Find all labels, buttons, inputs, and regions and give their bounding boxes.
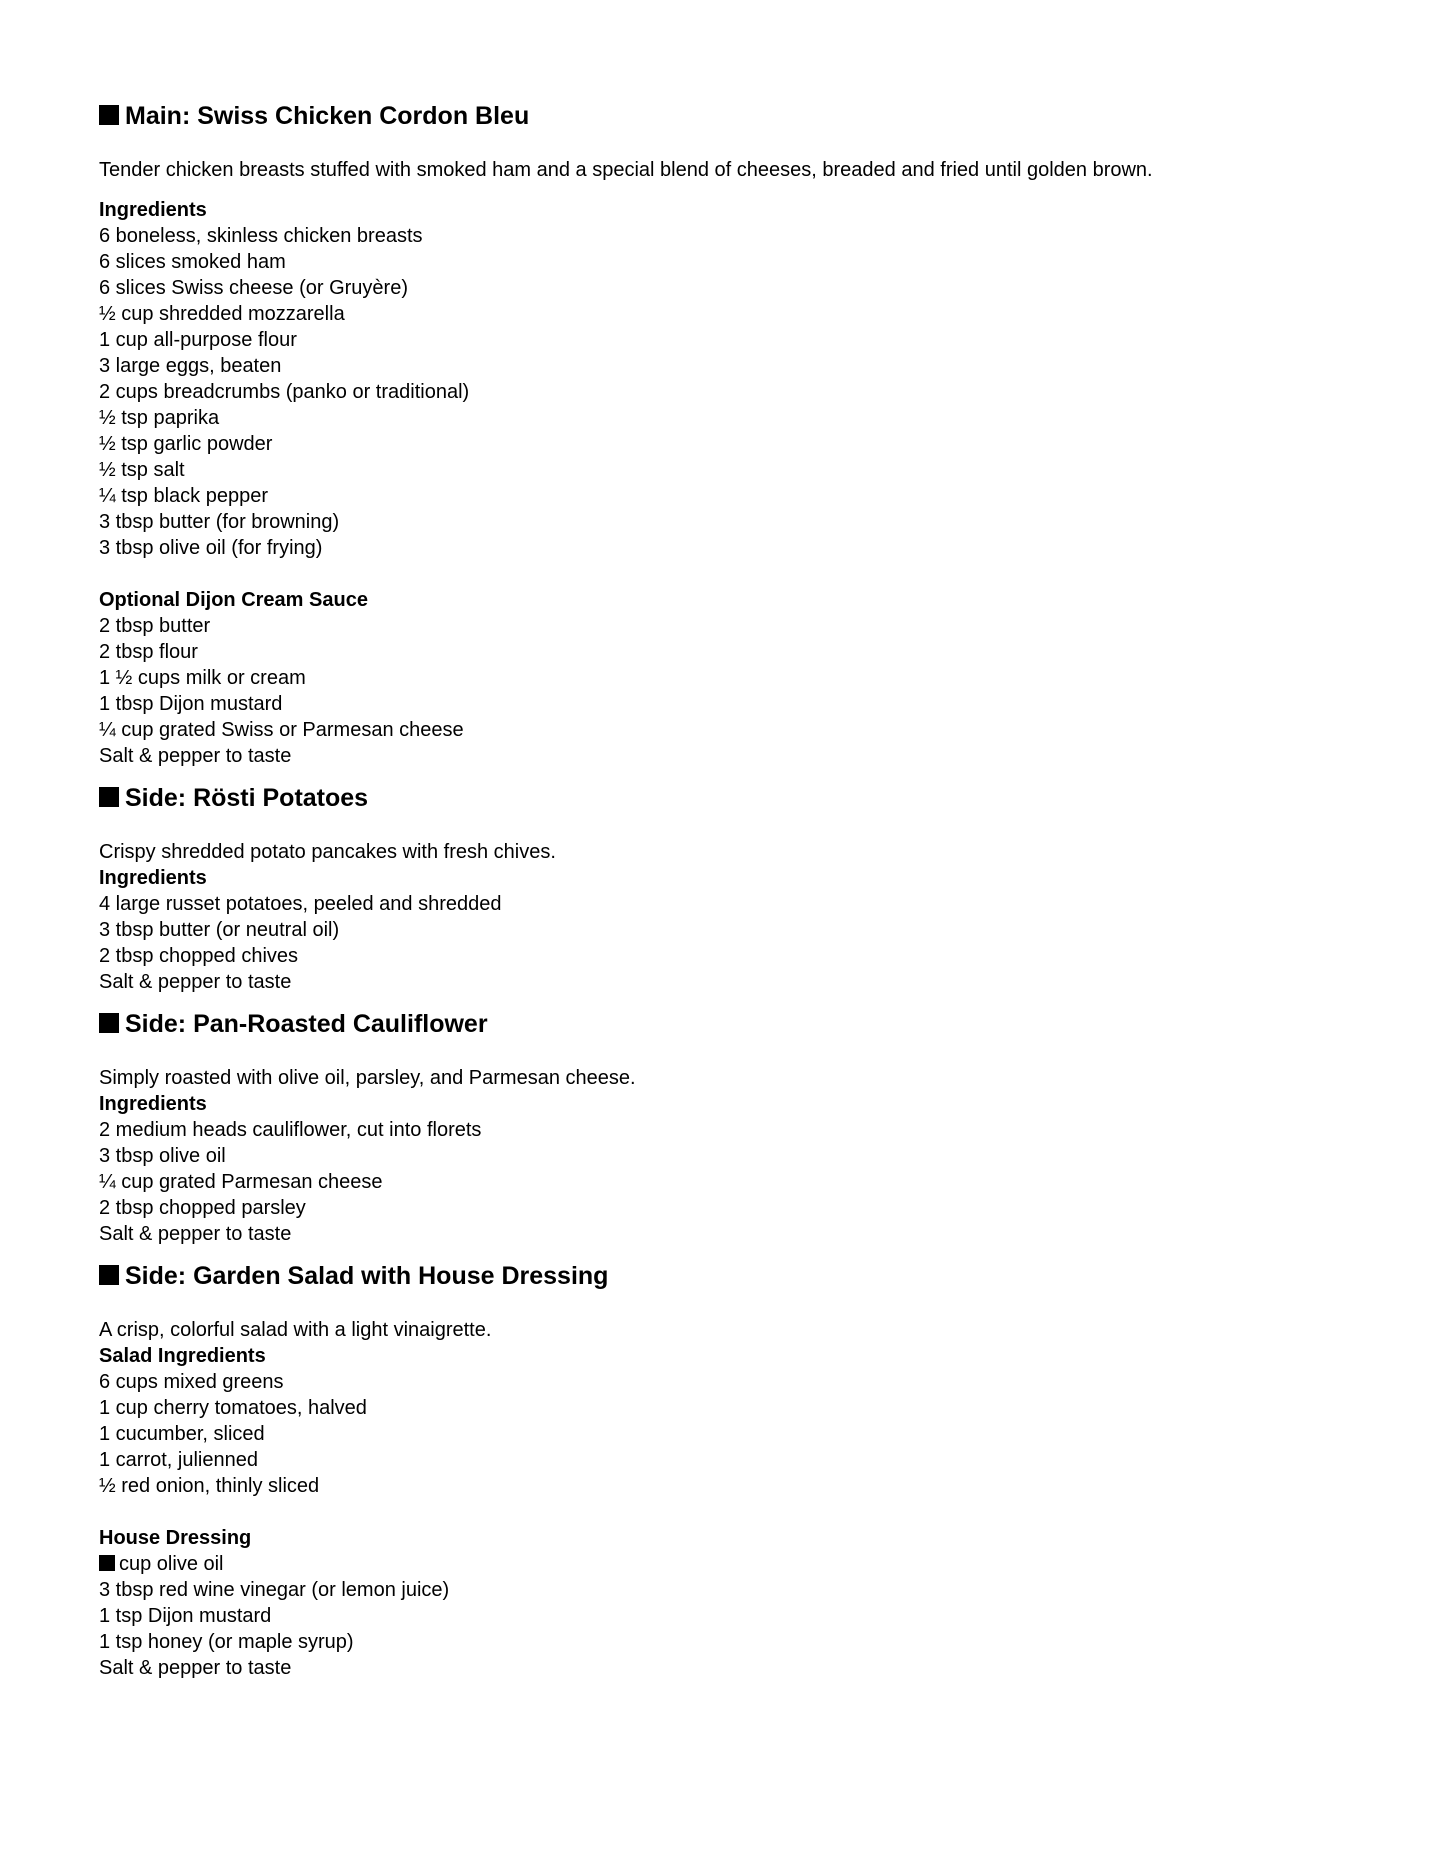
list-item: 4 large russet potatoes, peeled and shredded (99, 893, 502, 915)
dressing-heading: House Dressing (99, 1527, 252, 1549)
list-item: 3 tbsp butter (or neutral oil) (99, 919, 340, 941)
list-item: Salt & pepper to taste (99, 1223, 292, 1245)
section-title-main-text: Main: Swiss Chicken Cordon Bleu (125, 102, 530, 130)
main-ingredients-heading: Ingredients (99, 199, 207, 221)
sauce-heading: Optional Dijon Cream Sauce (99, 589, 368, 611)
cauliflower-ingredients-list (99, 1117, 481, 1247)
list-item: 2 tbsp flour (99, 641, 198, 663)
section-title-cauliflower-text: Side: Pan-Roasted Cauliflower (125, 1010, 488, 1038)
rosti-ingredients-list (99, 891, 502, 995)
list-item: 3 tbsp red wine vinegar (or lemon juice) (99, 1579, 450, 1601)
list-item: 1 ½ cups milk or cream (99, 667, 306, 689)
list-item: 3 large eggs, beaten (99, 355, 282, 377)
square-bullet-icon (99, 105, 119, 125)
section-title-main (99, 101, 529, 131)
salad-description: A crisp, colorful salad with a light vinaigrette. (99, 1319, 492, 1341)
square-bullet-icon (99, 1013, 119, 1033)
list-item: 6 cups mixed greens (99, 1371, 284, 1393)
list-item: ¼ tsp black pepper (99, 485, 268, 507)
sauce-list (99, 613, 464, 769)
square-bullet-icon (99, 787, 119, 807)
main-ingredients-list (99, 223, 469, 561)
list-item: 2 tbsp chopped parsley (99, 1197, 306, 1219)
list-item: Salt & pepper to taste (99, 1657, 292, 1679)
dressing-list (99, 1551, 449, 1681)
list-item: 3 tbsp olive oil (for frying) (99, 537, 323, 559)
cauliflower-ingredients-heading: Ingredients (99, 1093, 207, 1115)
list-item: 3 tbsp butter (for browning) (99, 511, 340, 533)
section-title-cauliflower (99, 1009, 488, 1039)
list-item: Salt & pepper to taste (99, 971, 292, 993)
list-item: ½ tsp paprika (99, 407, 220, 429)
list-item: 3 tbsp olive oil (99, 1145, 226, 1167)
list-item: 1 carrot, julienned (99, 1449, 258, 1471)
list-item: 1 cup cherry tomatoes, halved (99, 1397, 367, 1419)
list-item: 2 tbsp butter (99, 615, 211, 637)
list-item: 2 cups breadcrumbs (panko or traditional) (99, 381, 470, 403)
salad-ingredients-heading: Salad Ingredients (99, 1345, 266, 1367)
list-item: ¼ cup grated Swiss or Parmesan cheese (99, 719, 464, 741)
square-bullet-icon (99, 1265, 119, 1285)
list-item: 1 cup all-purpose flour (99, 329, 297, 351)
section-title-salad (99, 1261, 608, 1291)
main-description: Tender chicken breasts stuffed with smoked ham and a special blend of cheeses, breaded and fried until golden brown. (99, 159, 1153, 181)
list-item: ½ tsp garlic powder (99, 433, 273, 455)
section-title-salad-text: Side: Garden Salad with House Dressing (125, 1262, 609, 1290)
list-item: 2 tbsp chopped chives (99, 945, 299, 967)
list-item: 6 boneless, skinless chicken breasts (99, 225, 423, 247)
list-item: 1 cucumber, sliced (99, 1423, 265, 1445)
cauliflower-description: Simply roasted with olive oil, parsley, and Parmesan cheese. (99, 1067, 636, 1089)
list-item: 2 medium heads cauliflower, cut into florets (99, 1119, 482, 1141)
list-item: 1 tbsp Dijon mustard (99, 693, 283, 715)
list-item: ½ red onion, thinly sliced (99, 1475, 320, 1497)
list-item: ½ tsp salt (99, 459, 185, 481)
list-item (99, 1551, 449, 1577)
list-item: ½ cup shredded mozzarella (99, 303, 345, 325)
list-item: 1 tsp Dijon mustard (99, 1605, 272, 1627)
missing-glyph-icon (99, 1555, 115, 1571)
list-item: 1 tsp honey (or maple syrup) (99, 1631, 354, 1653)
list-item: 6 slices Swiss cheese (or Gruyère) (99, 277, 408, 299)
dressing-first-text: cup olive oil (119, 1553, 224, 1575)
section-title-rosti (99, 783, 368, 813)
section-title-rosti-text: Side: Rösti Potatoes (125, 784, 369, 812)
list-item: ¼ cup grated Parmesan cheese (99, 1171, 383, 1193)
salad-ingredients-list (99, 1369, 367, 1499)
rosti-description: Crispy shredded potato pancakes with fresh chives. (99, 841, 556, 863)
list-item: 6 slices smoked ham (99, 251, 286, 273)
list-item: Salt & pepper to taste (99, 745, 292, 767)
rosti-ingredients-heading: Ingredients (99, 867, 207, 889)
